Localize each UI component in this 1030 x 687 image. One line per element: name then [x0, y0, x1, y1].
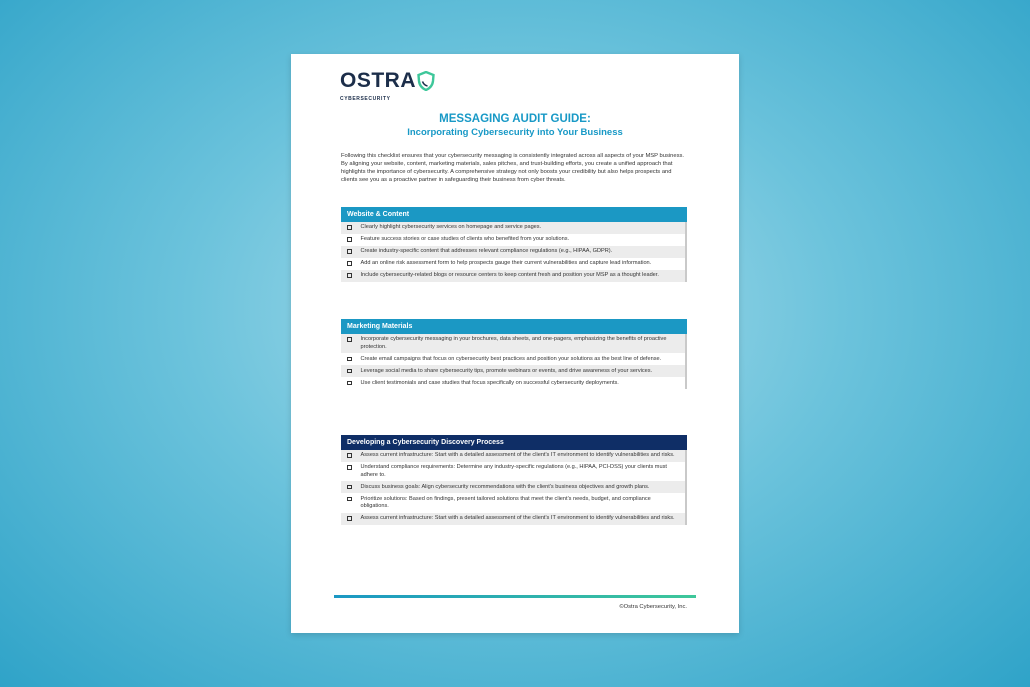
checkbox-icon[interactable]: [347, 465, 352, 470]
section-website-content: [341, 207, 687, 282]
checklist-item-text: Assess current infrastructure: Start with a detailed assessment of the client's IT environment to identify vulnerabilities and risks.: [360, 515, 675, 522]
checklist-item: [341, 353, 685, 365]
checkbox-icon[interactable]: [347, 249, 352, 254]
checklist-item: [341, 258, 685, 270]
page-title: MESSAGING AUDIT GUIDE:: [439, 113, 591, 125]
checkbox-icon[interactable]: [347, 453, 352, 458]
checklist-item: [341, 246, 685, 258]
checkbox-icon[interactable]: [347, 357, 352, 362]
section-heading: Website & Content: [341, 207, 687, 222]
checkbox-icon[interactable]: [347, 497, 352, 502]
checklist-item: [341, 222, 685, 234]
checkbox-icon[interactable]: [347, 381, 352, 386]
checklist-item-text: Clearly highlight cybersecurity services on homepage and service pages.: [360, 224, 542, 231]
checklist-item: [341, 493, 685, 512]
checklist: [341, 334, 687, 389]
checkbox-icon[interactable]: [347, 485, 352, 490]
checklist-item-text: Understand compliance requirements: Determine any industry-specific regulations (e.g., HIPAA, PCI-DSS) your clients must adhere to.: [360, 464, 667, 478]
checklist-item: [341, 462, 685, 481]
checklist-item-text: Use client testimonials and case studies that focus specifically on successful cybersecurity deployments.: [360, 379, 619, 386]
checklist-item: [341, 377, 685, 389]
checklist-item: [341, 450, 685, 462]
intro-paragraph: Following this checklist ensures that your cybersecurity messaging is consistently integrated across all aspects of your MSP business. By aligning your website, content, marketing materials, sales pitches, and trust-building efforts, you create a unified approach that highlights the importance of cybersecurity. A comprehensive strategy not only boosts your credibility but also helps prospects and clients see you as a proactive partner in safeguarding their business from cyber threats.: [341, 153, 685, 183]
checkbox-icon[interactable]: [347, 516, 352, 521]
checklist-item-text: Assess current infrastructure: Start with a detailed assessment of the client's IT environment to identify vulnerabilities and risks.: [360, 452, 675, 459]
checkbox-icon[interactable]: [347, 337, 352, 342]
checklist-item-text: Create industry-specific content that addresses relevant compliance regulations (e.g., HIPAA, GDPR).: [360, 248, 613, 255]
checklist-item-text: Feature success stories or case studies of clients who benefited from your solutions.: [360, 236, 570, 243]
checkbox-icon[interactable]: [347, 225, 352, 230]
logo-wordmark: OSTRA: [340, 69, 416, 92]
checklist: [341, 222, 687, 282]
checklist-item: [341, 270, 685, 282]
section-marketing-materials: [341, 319, 687, 389]
copyright-footer: ©Ostra Cybersecurity, Inc.: [619, 604, 687, 610]
section-discovery-process: [341, 435, 687, 525]
checklist-item-text: Leverage social media to share cybersecurity tips, promote webinars or events, and drive awareness of your services.: [360, 367, 653, 374]
logo-subtext: CYBERSECURITY: [340, 96, 391, 102]
checklist-item: [341, 513, 685, 525]
checkbox-icon[interactable]: [347, 237, 352, 242]
footer-divider: [334, 595, 696, 598]
section-heading: Developing a Cybersecurity Discovery Process: [341, 435, 687, 450]
checklist-item-text: Include cybersecurity-related blogs or resource centers to keep content fresh and position your MSP as a thought leader.: [360, 272, 659, 279]
document-page: [291, 54, 739, 633]
checkbox-icon[interactable]: [347, 369, 352, 374]
ostra-logo: [340, 70, 435, 102]
shield-icon: [417, 71, 435, 96]
checklist-item-text: Discuss business goals: Align cybersecurity recommendations with the client's business objectives and growth plans.: [360, 483, 650, 490]
checkbox-icon[interactable]: [347, 273, 352, 278]
checklist-item-text: Incorporate cybersecurity messaging in your brochures, data sheets, and one-pagers, emphasizing the benefits of proactive protection.: [360, 336, 667, 350]
checklist-item: [341, 481, 685, 493]
checklist-item: [341, 234, 685, 246]
checklist-item: [341, 365, 685, 377]
checkbox-icon[interactable]: [347, 261, 352, 266]
checklist-item: [341, 334, 685, 353]
page-subtitle: Incorporating Cybersecurity into Your Business: [407, 127, 623, 138]
section-heading: Marketing Materials: [341, 319, 687, 334]
checklist-item-text: Create email campaigns that focus on cybersecurity best practices and position your solutions as the best line of defense.: [360, 355, 662, 362]
checklist-item-text: Add an online risk assessment form to help prospects gauge their current vulnerabilities and capture lead information.: [360, 260, 652, 267]
checklist: [341, 450, 687, 525]
checklist-item-text: Prioritize solutions: Based on findings, present tailored solutions that meet the client's needs, budget, and compliance obligations.: [360, 495, 651, 510]
